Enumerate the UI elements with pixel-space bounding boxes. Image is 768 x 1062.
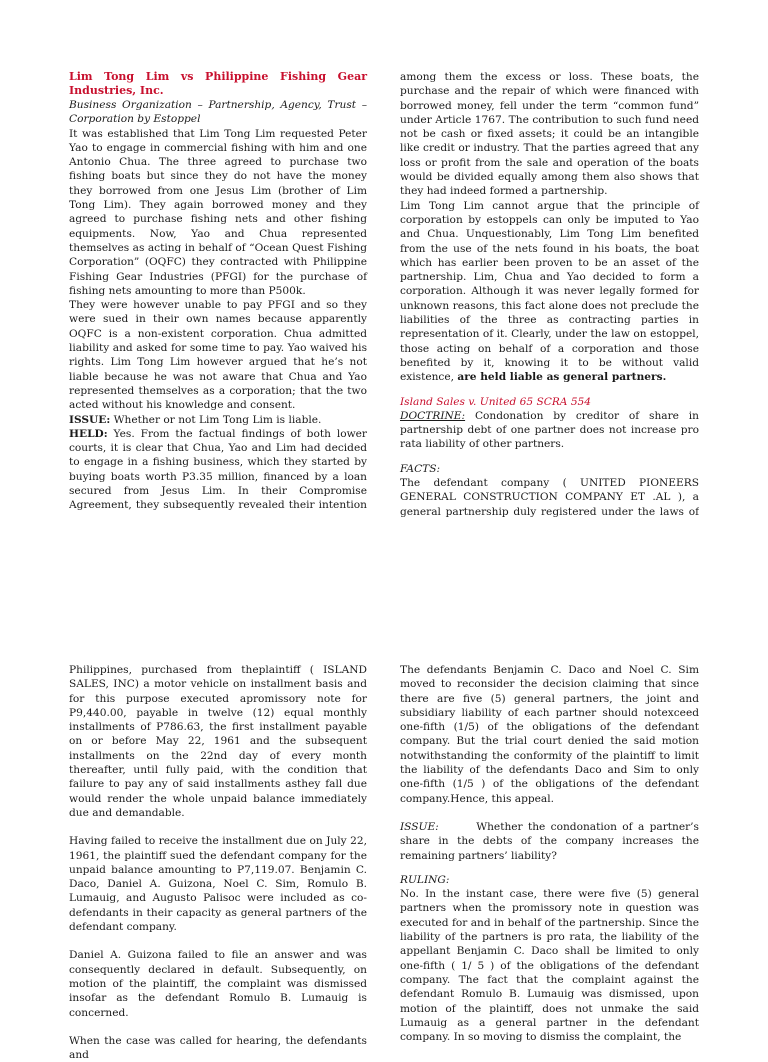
issue (400, 820, 703, 863)
facts-label: FACTS: (400, 462, 441, 475)
facts-paragraph-5: The defendants Benjamin C. Daco and Noel C. Sim moved to reconsider the decision claiming that since there are five (5) general partners, the joint and subsidiary liability of each partner should notexceed one-fifth (1/5) of the obligations of the defendant company. But the trial court denied the said motion notwithstanding the conformity of the plaintiff to limit the liability of the defendants Daco and Sim to only one-fifth (1/5 ) of the obligations of the defendant company.Hence, this appeal. (400, 664, 699, 805)
issue-label-2: ISSUE: (400, 820, 439, 833)
held-text: Yes. From the factual findings of both lower courts, it is clear that Chua, Yao and Lim had decided to engage in a fishing business, which they started by buying boats worth P3.35 million, financed by a loan secured from Jesus Lim. In their Compromise Agreement, they subsequently revealed their intention (69, 427, 367, 512)
doctrine-text: Condonation by creditor of share in partnership debt of one partner does not increase pro rata liability of other partners. (400, 409, 699, 451)
facts-paragraph-1-continued: Philippines, purchased from theplaintiff ( ISLAND SALES, INC) a motor vehicle on installment basis and for this purpose executed apromissory note for P9,440.00, payable in twelve (12) equal monthly installments of P786.63, the first installment payable on or before May 22, 1961 and the subsequent installments on the 22nd day of every month thereafter, until fully paid, with the condition that failure to pay any of said installments asthey fall due would render the whole unpaid balance immediately due and demandable. (69, 664, 367, 819)
case-subtitle: Business Organization – Partnership, Agency, Trust – Corporation by Estoppel (69, 99, 367, 126)
doctrine-label: DOCTRINE: (400, 409, 466, 422)
issue-text: Whether or not Lim Tong Lim is liable. (110, 413, 322, 426)
column-bottom-right (400, 663, 703, 1044)
case1-held (69, 427, 367, 513)
column-top-left (69, 70, 367, 513)
ruling-label: RULING: (400, 873, 450, 886)
case-title-lim-tong-lim: Lim Tong Lim vs Philippine Fishing Gear Industries, Inc. (69, 70, 367, 97)
facts-paragraph-3: Daniel A. Guizona failed to file an answer and was consequently declared in default. Subsequently, on motion of the plaintiff, the complaint was dismissed insofar as the defendant Romulo B. Lumauig is concerned. (69, 949, 367, 1019)
column-bottom-left (69, 663, 367, 1062)
case1-held-continued: among them the excess or loss. These boats, the purchase and the repair of which were financed with borrowed money, fell under the term “common fund” under Article 1767. The contribution to such fund need not be cash or fixed assets; it could be an intangible like credit or industry. That the parties agreed that any loss or profit from the sale and operation of the boats would be divided equally among them also shows that they had indeed formed a partnership. (400, 71, 699, 198)
case1-issue (69, 413, 367, 427)
issue-label: ISSUE: (69, 413, 111, 426)
issue-text-2: Whether the condonation of a partner’s share in the debts of the company increases the remaining partners’ liability? (400, 820, 703, 862)
facts-paragraph-1-start: The defendant company ( UNITED PIONEERS GENERAL CONSTRUCTION COMPANY ET .AL ), a general partnership duly registered under the laws of (400, 477, 699, 518)
held-label: HELD: (69, 427, 108, 440)
doctrine (400, 409, 699, 452)
case1-paragraph-1: It was established that Lim Tong Lim requested Peter Yao to engage in commercial fishing with him and one Antonio Chua. The three agreed to purchase two fishing boats but since they do not have the money they borrowed from one Jesus Lim (brother of Lim Tong Lim). They again borrowed money and they agreed to purchase fishing nets and other fishing equipments. Now, Yao and Chua represented themselves as acting in behalf of “Ocean Quest Fishing Corporation” (OQFC) they contracted with Philippine Fishing Gear Industries (PFGI) for the purchase of fishing nets amounting to more than P500k. (69, 127, 367, 297)
estoppel-text: Lim Tong Lim cannot argue that the principle of corporation by estoppels can only be imputed to Yao and Chua. Unquestionably, Lim Tong Lim benefited from the use of the nets found in his boats, the boat which has earlier been proven to be an asset of the partnership. Lim, Chua and Yao decided to form a corporation. Although it was never legally formed for unknown reasons, this fact alone does not preclude the liabilities of the three as contracting parties in representation of it. Clearly, under the law on estoppel, those acting on behalf of a corporation and those benefited by it, knowing it to be without valid existence, (400, 199, 699, 384)
case1-paragraph-2: They were however unable to pay PFGI and so they were sued in their own names because apparently OQFC is a non-existent corporation. Chua admitted liability and asked for some time to pay. Yao waived his rights. Lim Tong Lim however argued that he’s not liable because he was not aware that Chua and Yao represented themselves as a corporation; that the two acted without his knowledge and consent. (69, 299, 367, 412)
facts-paragraph-2: Having failed to receive the installment due on July 22, 1961, the plaintiff sued the defendant company for the unpaid balance amounting to P7,119.07. Benjamin C. Daco, Daniel A. Guizona, Noel C. Sim, Romulo B. Lumauig, and Augusto Palisoc were included as co-defendants in their capacity as general partners of the defendant company. (69, 835, 367, 934)
held-liable-text: are held liable as general partners. (457, 371, 667, 384)
case1-paragraph-4 (400, 199, 699, 385)
ruling-text: No. In the instant case, there were five (5) general partners when the promissory note in question was executed for and in behalf of the partnership. Since the liability of the partners is pro rata, the liability of the appellant Benjamin C. Daco shall be limited to only one-fifth ( 1/ 5 ) of the obligations of the defendant company. The fact that the complaint against the defendant Romulo B. Lumauig was dismissed, upon motion of the plaintiff, does not unmake the said Lumauig as a general partner in the defendant company. In so moving to dismiss the complaint, the (400, 888, 699, 1044)
case-title-island-sales: Island Sales v. United 65 SCRA 554 (400, 395, 592, 408)
column-top-right (400, 70, 699, 519)
facts-paragraph-4: When the case was called for hearing, the defendants and (69, 1034, 367, 1062)
